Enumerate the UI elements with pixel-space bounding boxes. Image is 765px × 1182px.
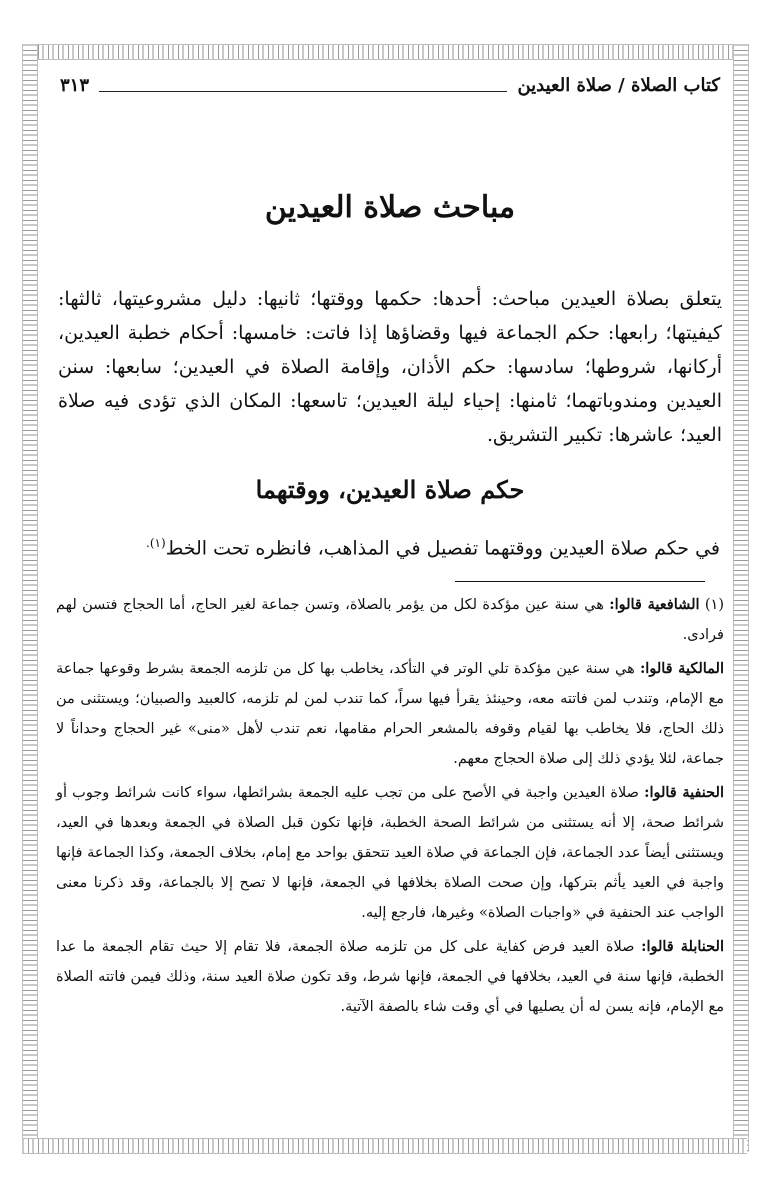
- school-name: الشافعية قالوا:: [609, 596, 700, 613]
- footnotes: [56, 590, 724, 1026]
- section-paragraph: [60, 526, 720, 565]
- school-name: المالكية قالوا:: [639, 660, 725, 677]
- page-header: [60, 70, 720, 100]
- footnote-text: صلاة العيدين واجبة في الأصح على من تجب عليه الجمعة بشرائطها، سواء كانت شرائط وجوب أو شرائط صحة، إلا أنه يستثنى من شرائط الصحة الخطبة، فإنها تكون قبل الصلاة في الجمعة وبعدها في العيد، ويستثنى أيضاً عدد الجماعة، فإن الجماعة في صلاة العيد تتحقق بواحد مع إمام، بخلاف الجمعة، وكذا الجماعة فإنها واجبة في العيد يأثم بتركها، وإن صحت الصلاة بخلافها في الجمعة، فإنها لا تصح إلا بالجماعة، وقد ذكرنا معنى الواجب عند الحنفية في «واجبات الصلاة» وغيرها، فارجع إليه.: [56, 785, 724, 921]
- footnote-text: هي سنة عين مؤكدة تلي الوتر في التأكد، يخاطب بها كل من تلزمه الجمعة بشرط وقوعها جماعة مع الإمام، وتندب لمن فاتته معه، وحينئذ يقرأ فيها سراً، كما تندب لمن لم تلزمه، كالعبيد والصبيان؛ ويستثنى من ذلك الحاج، فلا يخاطب بها لقيام وقوفه بالمشعر الحرام مقامها، نعم تندب لأهل «منى» غير الحجاج وحداناً لا جماعة، لئلا يؤدي ذلك إلى صلاة الحجاج معهم.: [56, 661, 724, 767]
- ornamental-border-right: [733, 44, 749, 1152]
- footnote-separator: [455, 581, 705, 582]
- page-number: ٣١٣: [60, 74, 90, 96]
- school-name: الحنابلة قالوا:: [641, 938, 724, 955]
- ornamental-border-top: [22, 44, 747, 60]
- footnote-hanafi: [56, 778, 724, 928]
- footnote-number: (١): [704, 597, 724, 613]
- footnote-text: هي سنة عين مؤكدة لكل من يؤمر بالصلاة، وتسن جماعة لغير الحاج، أما الحجاج فتسن لهم فرادى.: [56, 597, 724, 643]
- ornamental-border-left: [22, 44, 38, 1152]
- footnote-text: صلاة العيد فرض كفاية على كل من تلزمه صلاة الجمعة، فلا تقام إلا حيث تقام الجمعة ما عدا الخطبة، فإنها سنة في العيد، بخلافها في الجمعة، فإنها شرط، وقد تكون صلاة العيد سنة، وذلك فيمن فاتته الصلاة مع الإمام، فإنه يسن له أن يصليها في أي وقت شاء بالصفة الآتية.: [56, 939, 724, 1015]
- school-name: الحنفية قالوا:: [644, 784, 724, 801]
- intro-paragraph: يتعلق بصلاة العيدين مباحث: أحدها: حكمها ووقتها؛ ثانيها: دليل مشروعيتها، ثالثها: كيفيتها؛ رابعها: حكم الجماعة فيها وقضاؤها إذا فاتت: خامسها: أحكام خطبة العيدين، أركانها، شروطها؛ سادسها: حكم الأذان، وإقامة الصلاة في العيدين؛ سابعها: سنن العيدين ومندوباتهما؛ ثامنها: إحياء ليلة العيدين؛ تاسعها: المكان الذي تؤدى فيه صلاة العيد؛ عاشرها: تكبير التشريق.: [58, 288, 722, 446]
- header-rule: [99, 79, 507, 92]
- running-title: كتاب الصلاة / صلاة العيدين: [517, 74, 720, 96]
- footnote-shafii: [56, 590, 724, 650]
- ornamental-border-bottom: [22, 1138, 747, 1154]
- section-title: حكم صلاة العيدين، ووقتهما: [255, 475, 525, 504]
- chapter-title: مباحث صلاة العيدين: [264, 190, 516, 225]
- footnote-maliki: [56, 654, 724, 774]
- section-paragraph-text: في حكم صلاة العيدين ووقتهما تفصيل في المذاهب، فانظره تحت الخط: [165, 537, 720, 560]
- footnote-hanbali: [56, 932, 724, 1022]
- footnote-reference: (١).: [146, 536, 166, 550]
